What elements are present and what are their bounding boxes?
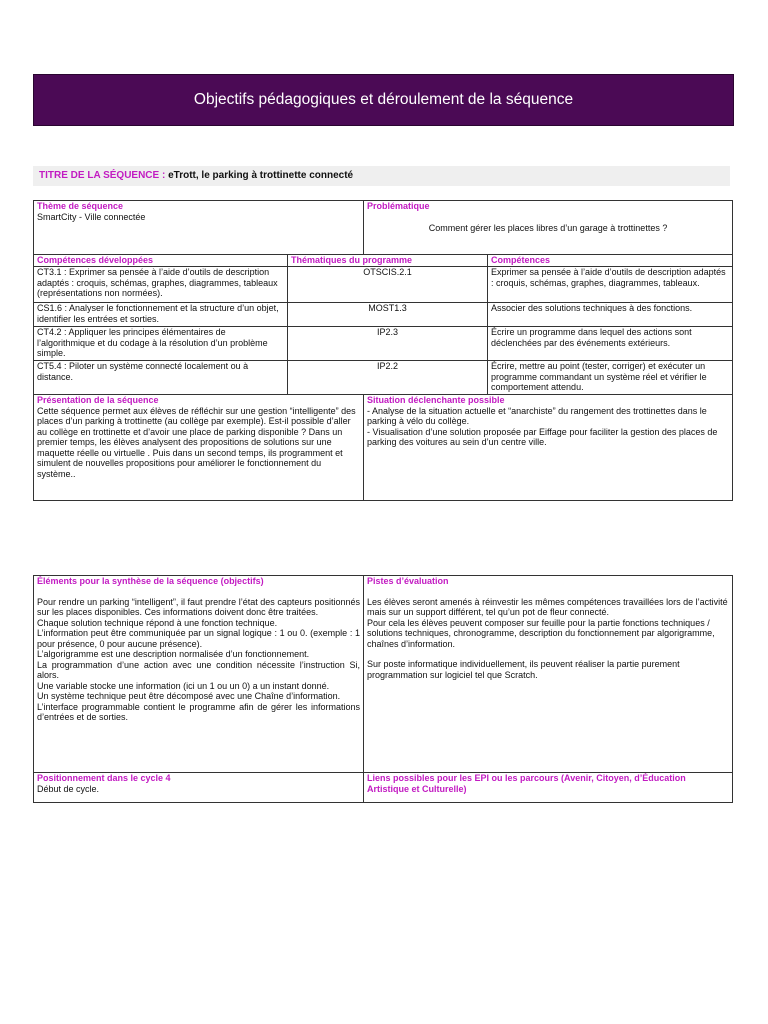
situation-item: - Analyse de la situation actuelle et “anarchiste” du rangement des trottinettes dans le parking à vélo du collège. — [367, 405, 707, 426]
competence: Écrire, mettre au point (tester, corriger) et exécuter un programme commandant un système réel et vérifier le comportement attendu. — [488, 361, 733, 395]
evaluation-item: Les élèves seront amenés à réinvestir les mêmes compétences travaillées lors de l’activité mais sur un support différent, tel qu’un pot de fleur connecté. — [367, 596, 728, 617]
evaluation-item: Sur poste informatique individuellement, ils peuvent réaliser la partie purement programmation sur logiciel tel que Scratch. — [367, 659, 680, 680]
thematique-code: IP2.2 — [288, 361, 488, 395]
column-header-competences-developpees: Compétences développées — [37, 255, 154, 265]
synthese-item: L’information peut être communiquée par un signal logique : 1 ou 0. (exemple : 1 pour présence, 0 pour aucune présence). — [37, 628, 360, 649]
presentation-cell — [34, 395, 364, 501]
situation-header: Situation déclenchante possible — [367, 395, 505, 405]
synthese-item: Une variable stocke une information (ici un 1 ou un 0) a un instant donné. — [37, 680, 330, 691]
table-row — [34, 267, 733, 303]
sequence-title-bar — [33, 166, 730, 186]
table-row — [34, 361, 733, 395]
synthese-item: La programmation d’une action avec une condition nécessite l’instruction Si, alors. — [37, 659, 360, 680]
page-banner — [33, 74, 734, 126]
competence: Associer des solutions techniques à des fonctions. — [488, 303, 733, 327]
competence-developpee: CS1.6 : Analyser le fonctionnement et la structure d’un objet, identifier les entrées et sorties. — [34, 303, 288, 327]
synthese-item: L’interface programmable contient le programme afin de gérer les informations d’entrées et de sorties. — [37, 701, 360, 722]
situation-item: - Visualisation d’une solution proposée par Eiffage pour faciliter la gestion des places de parking des voitures au sein d’un centre ville. — [367, 426, 718, 447]
evaluation-cell — [364, 576, 733, 773]
synthese-item: L’algorigramme est une description normalisée d’un fonctionnement. — [37, 649, 310, 659]
thematique-code: MOST1.3 — [288, 303, 488, 327]
presentation-header: Présentation de la séquence — [37, 395, 159, 405]
sequence-title-value: eTrott, le parking à trottinette connecté — [168, 170, 354, 181]
evaluation-item: Pour cela les élèves peuvent composer sur feuille pour la partie fonctions techniques / solutions techniques, chronogramme, description du fonctionnement par algorigramme, chaînes d’information. — [367, 617, 715, 649]
theme-cell — [34, 201, 364, 255]
theme-value: SmartCity - Ville connectée — [37, 211, 146, 222]
liens-cell — [364, 773, 733, 803]
synthese-item: Un système technique peut être décomposé avec une Chaîne d’information. — [37, 691, 341, 701]
liens-header: Liens possibles pour les EPI ou les parcours (Avenir, Citoyen, d’Éducation Artistique et Culturelle) — [367, 773, 686, 794]
presentation-text: Cette séquence permet aux élèves de réfléchir sur une gestion “intelligente” des places d’un parking à trottinette (au collège par exemple). Est-il possible d’aller au collège en trottinette et d’avoir une place de parking disponible ? Dans un premier temps, les élèves analysent des propositions de solutions sur une maquette réelle ou virtuelle . Puis dans un second temps, ils programment et simulent de nouvelles propositions pour améliorer le fonctionnement du système.. — [37, 405, 356, 479]
sequence-title-label: TITRE DE LA SÉQUENCE : — [39, 170, 166, 181]
presentation-row — [34, 395, 733, 501]
sequence-table — [33, 200, 733, 501]
problematique-header: Problématique — [367, 201, 430, 211]
synthese-item: Chaque solution technique répond à une fonction technique. — [37, 617, 278, 628]
column-header-competences: Compétences — [491, 255, 551, 265]
column-header-thematiques: Thématiques du programme — [291, 255, 413, 265]
thematique-code: OTSCIS.2.1 — [288, 267, 488, 303]
synthese-header: Éléments pour la synthèse de la séquence (objectifs) — [37, 576, 264, 586]
competence: Écrire un programme dans lequel des actions sont déclenchées par des événements extérieurs. — [488, 327, 733, 361]
competence-developpee: CT3.1 : Exprimer sa pensée à l’aide d’outils de description adaptés : croquis, schémas, graphes, diagrammes, tableaux (représentations non normées). — [34, 267, 288, 303]
competence-developpee: CT5.4 : Piloter un système connecté localement ou à distance. — [34, 361, 288, 395]
theme-header: Thème de séquence — [37, 201, 124, 211]
synthese-item: Pour rendre un parking “intelligent”, il faut prendre l’état des capteurs positionnés sur les places disponibles. Ces informations doivent donc être traitées. — [37, 596, 360, 617]
synthese-cell — [34, 576, 364, 773]
synthese-row — [34, 576, 733, 773]
page-title: Objectifs pédagogiques et déroulement de la séquence — [193, 91, 574, 108]
thematique-code: IP2.3 — [288, 327, 488, 361]
positionnement-row — [34, 773, 733, 803]
columns-header-row — [34, 255, 733, 267]
problematique-cell — [364, 201, 733, 255]
competence: Exprimer sa pensée à l’aide d’outils de description adaptés : croquis, schémas, graphes, diagrammes, tableaux. — [488, 267, 733, 303]
situation-cell — [364, 395, 733, 501]
synthesis-table — [33, 575, 733, 803]
table-row — [34, 303, 733, 327]
evaluation-header: Pistes d’évaluation — [367, 576, 449, 586]
competence-developpee: CT4.2 : Appliquer les principes élémentaires de l’algorithmique et du codage à la résolution d’un problème simple. — [34, 327, 288, 361]
theme-row — [34, 201, 733, 255]
problematique-value: Comment gérer les places libres d’un garage à trottinettes ? — [428, 222, 668, 233]
positionnement-header: Positionnement dans le cycle 4 — [37, 773, 171, 783]
positionnement-value: Début de cycle. — [37, 783, 100, 794]
positionnement-cell — [34, 773, 364, 803]
table-row — [34, 327, 733, 361]
